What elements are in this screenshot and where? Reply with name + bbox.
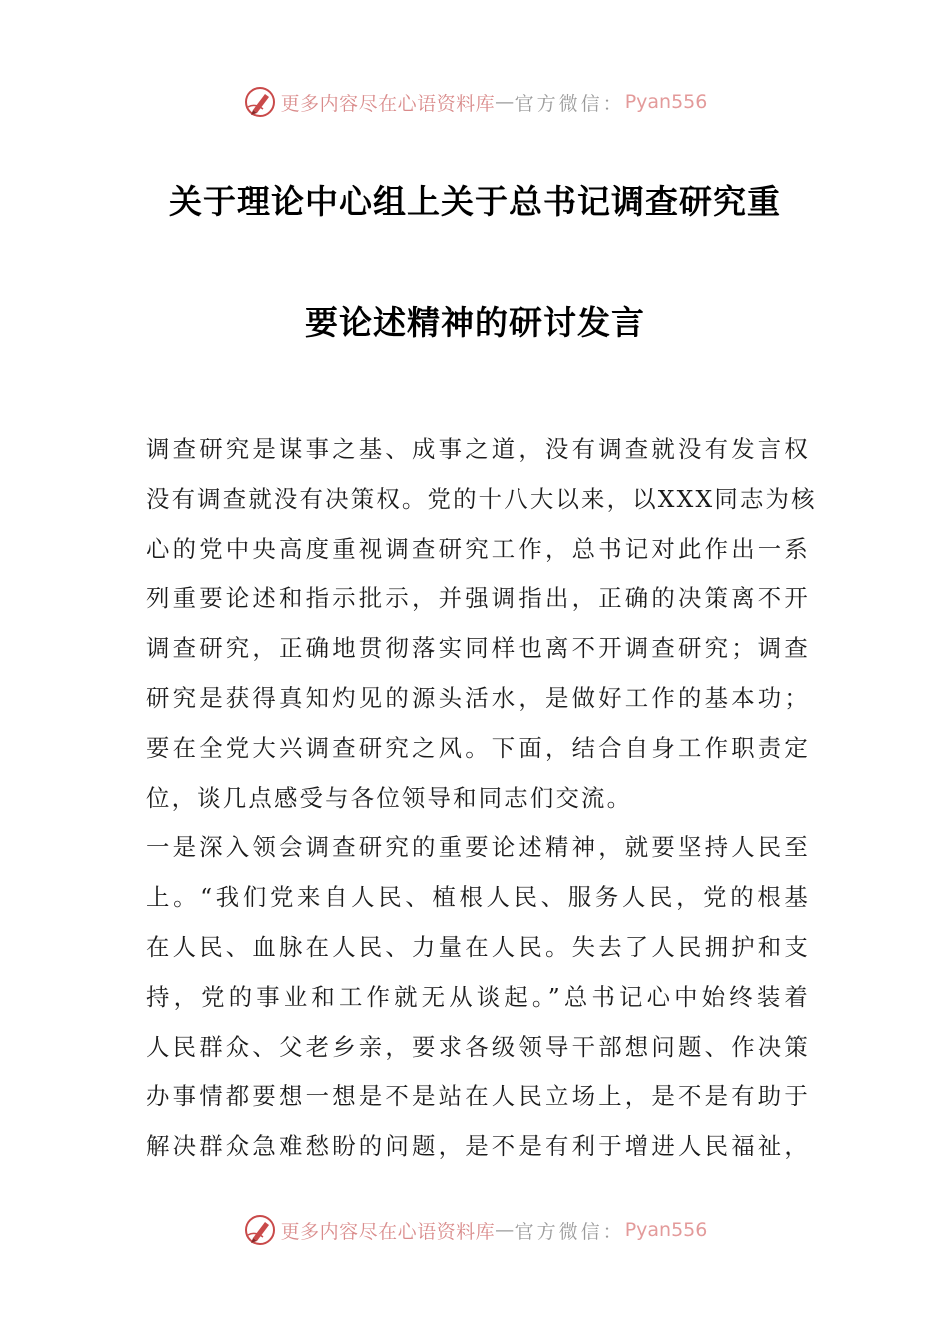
watermark-wechat-id: Pyan556 bbox=[624, 1219, 708, 1241]
watermark-wechat-id: Pyan556 bbox=[624, 91, 708, 113]
watermark-footer bbox=[0, 1210, 950, 1250]
body-line: 持，党的事业和工作就无从谈起。”总书记心中始终装着 bbox=[146, 982, 810, 1011]
body-line: 人民群众、父老乡亲，要求各级领导干部想问题、作决策 bbox=[146, 1032, 810, 1061]
body-line: 要在全党大兴调查研究之风。下面，结合自身工作职责定 bbox=[146, 733, 810, 762]
pen-logo-icon bbox=[243, 85, 277, 119]
body-line: 调查研究，正确地贯彻落实同样也离不开调查研究；调查 bbox=[146, 634, 810, 663]
body-line: 研究是获得真知灼见的源头活水，是做好工作的基本功； bbox=[146, 683, 810, 712]
body-line: 心的党中央高度重视调查研究工作，总书记对此作出一系 bbox=[146, 534, 810, 563]
body-line: 位，谈几点感受与各位领导和同志们交流。 bbox=[146, 783, 633, 812]
watermark-separator: — bbox=[495, 1219, 515, 1241]
document-title-line-1: 关于理论中心组上关于总书记调查研究重 bbox=[169, 182, 781, 221]
watermark-sub-text: 官方微信： bbox=[514, 1220, 625, 1243]
body-line: 没有调查就没有决策权。党的十八大以来，以XXX同志为核 bbox=[146, 484, 817, 513]
watermark-sub-text: 官方微信： bbox=[514, 92, 625, 115]
document-title-line-2: 要论述精神的研讨发言 bbox=[305, 303, 645, 342]
watermark-main-text: 更多内容尽在心语资料库 bbox=[280, 92, 496, 115]
pen-logo-icon bbox=[243, 1213, 277, 1247]
body-line: 一是深入领会调查研究的重要论述精神，就要坚持人民至 bbox=[146, 833, 810, 862]
body-line: 在人民、血脉在人民、力量在人民。失去了人民拥护和支 bbox=[146, 932, 810, 961]
body-line: 办事情都要想一想是不是站在人民立场上，是不是有助于 bbox=[146, 1082, 810, 1111]
body-line: 列重要论述和指示批示，并强调指出，正确的决策离不开 bbox=[146, 584, 810, 613]
watermark-main-text: 更多内容尽在心语资料库 bbox=[280, 1220, 496, 1243]
watermark-header bbox=[0, 82, 950, 122]
body-line: 上。“我们党来自人民、植根人民、服务人民，党的根基 bbox=[146, 883, 810, 912]
body-line: 解决群众急难愁盼的问题，是不是有利于增进人民福祉， bbox=[146, 1132, 810, 1161]
watermark-separator: — bbox=[495, 91, 515, 113]
document-body bbox=[146, 425, 817, 1172]
body-line: 调查研究是谋事之基、成事之道，没有调查就没有发言权 bbox=[146, 435, 810, 463]
